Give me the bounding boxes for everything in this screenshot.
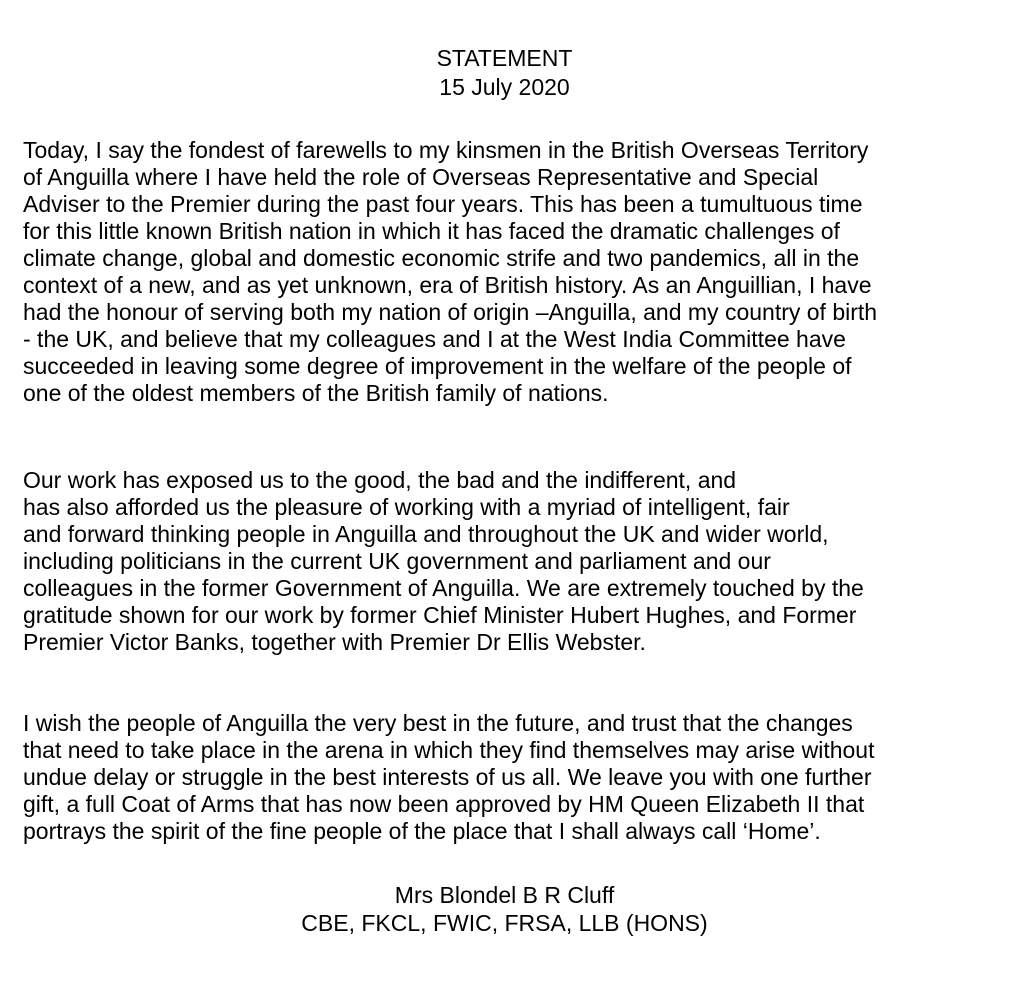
statement-date: 15 July 2020 (439, 74, 570, 100)
paragraph-line: for this little known British nation in which it has faced the dramatic challenges of (23, 218, 840, 244)
paragraph-line: I wish the people of Anguilla the very best in the future, and trust that the changes (23, 710, 853, 736)
signature-name: Mrs Blondel B R Cluff (394, 882, 615, 908)
paragraph-line: and forward thinking people in Anguilla and throughout the UK and wider world, (23, 521, 829, 547)
paragraph-line: gratitude shown for our work by former Chief Minister Hubert Hughes, and Former (23, 602, 857, 628)
paragraph-line: had the honour of serving both my nation of origin –Anguilla, and my country of birth (23, 299, 878, 325)
paragraph-line: colleagues in the former Government of Anguilla. We are extremely touched by the (23, 575, 864, 601)
paragraph-line: gift, a full Coat of Arms that has now been approved by HM Queen Elizabeth II that (23, 791, 865, 817)
paragraph-line: Today, I say the fondest of farewells to my kinsmen in the British Overseas Territory (23, 137, 869, 163)
paragraph-line: - the UK, and believe that my colleagues and I at the West India Committee have (23, 326, 846, 352)
paragraph-line: portrays the spirit of the fine people of the place that I shall always call ‘Home’. (23, 818, 821, 844)
signature-credentials: CBE, FKCL, FWIC, FRSA, LLB (HONS) (301, 910, 708, 936)
paragraph-line: of Anguilla where I have held the role of Overseas Representative and Special (23, 164, 819, 190)
paragraph-line: context of a new, and as yet unknown, era of British history. As an Anguillian, I have (23, 272, 872, 298)
paragraph-line: including politicians in the current UK government and parliament and our (23, 548, 771, 574)
statement-title: STATEMENT (436, 45, 573, 71)
paragraph-line: one of the oldest members of the British family of nations. (23, 380, 609, 406)
paragraph-line: has also afforded us the pleasure of working with a myriad of intelligent, fair (23, 494, 790, 520)
paragraph-line: climate change, global and domestic economic strife and two pandemics, all in the (23, 245, 860, 271)
paragraph-line: that need to take place in the arena in which they find themselves may arise without (23, 737, 875, 763)
paragraph-line: Adviser to the Premier during the past four years. This has been a tumultuous time (23, 191, 863, 217)
paragraph-line: succeeded in leaving some degree of improvement in the welfare of the people of (23, 353, 852, 379)
paragraph-line: undue delay or struggle in the best interests of us all. We leave you with one further (23, 764, 872, 790)
paragraph-line: Our work has exposed us to the good, the bad and the indifferent, and (23, 467, 737, 493)
paragraph-line: Premier Victor Banks, together with Premier Dr Ellis Webster. (23, 629, 646, 655)
